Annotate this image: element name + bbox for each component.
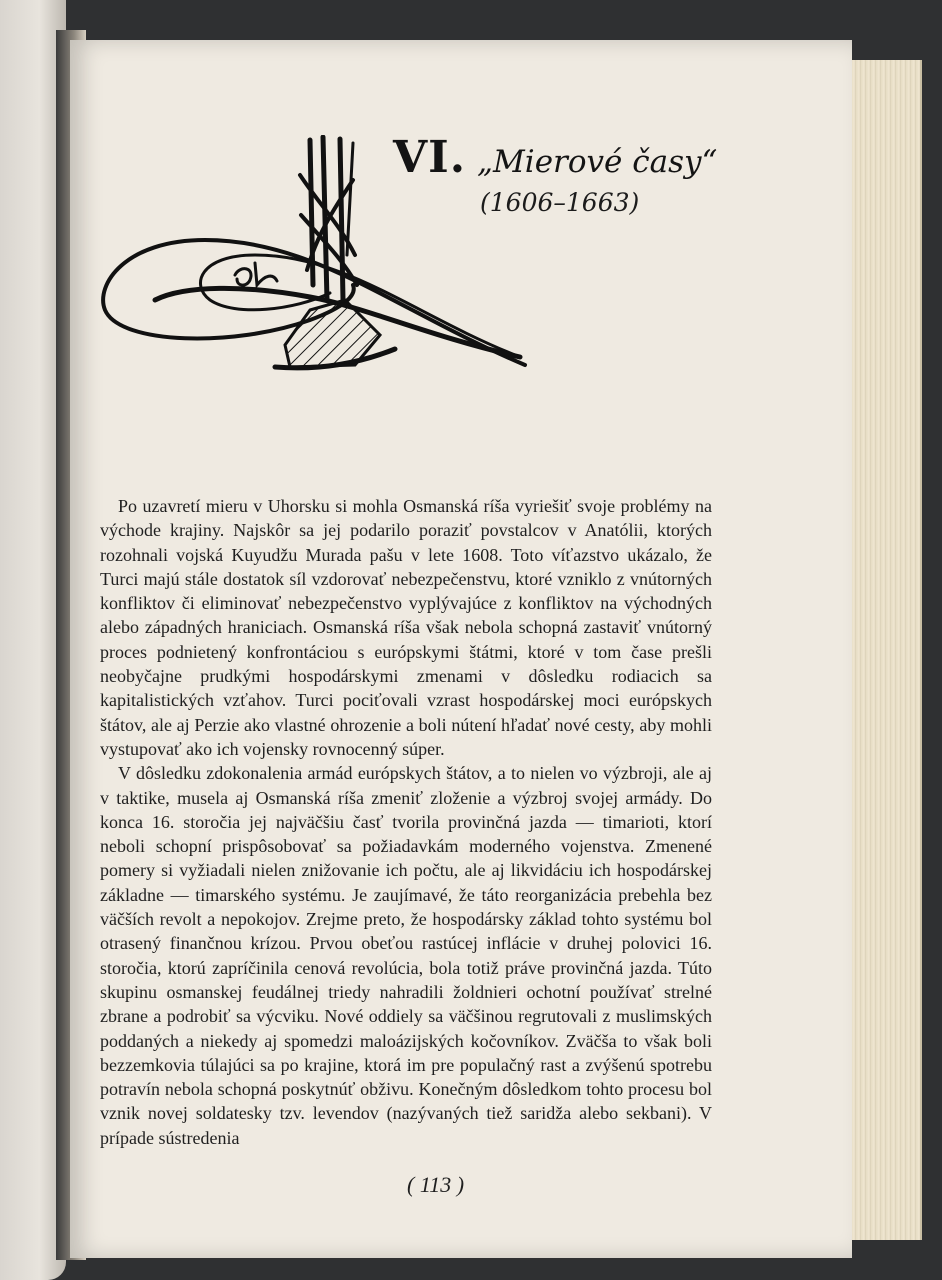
paragraph: V dôsledku zdokonalenia armád európskych štátov, a to nielen vo výzbroji, ale aj v taktike, musela aj Osmanská ríša zmeniť zloženie a výzbroj svojej armády. Do konca 16. storočia jej najväčšiu časť tvorila provinčná jazda — timarioti, ktorí neboli schopní prispôsobovať sa požiadavkám moderného vojenstva. Zmenené pomery si vyžiadali nielen znižovanie ich počtu, ale aj likvidáciu ich hospodárskej základne — timarského systému. Je zaujímavé, že táto reorganizácia prebehla bez väčších revolt a nepokojov. Zrejme preto, že hospodársky základ tohto systému bol otrasený finančnou krízou. Prvou obeťou rastúcej inflácie v druhej polovici 16. storočia, ktorú zapríčinila cenová revolúcia, bola totiž práve provinčná jazda. Túto skupinu osmanskej feudálnej triedy nahradili žoldnieri ochotní používať strelné zbrane a podrobiť sa výcviku. Nové oddiely sa väčšinou regrutovali z muslimských poddaných a niekedy aj spomedzi maloázijských kočovníkov. Zväčša to však boli bezzemkovia túlajúci sa po krajine, ktorá im pre populačný rast a zvýšenú spotrebu potravín nebola schopná poskytnúť obživu. Konečným dôsledkom tohto procesu bol vznik novej soldatesky tzv. levendov (nazývaných tiež saridža alebo sekbani). V prípade sústredenia: [100, 763, 712, 1148]
body-text: [100, 494, 712, 1150]
page-number: ( 113 ): [407, 1172, 465, 1197]
chapter-number: VI.: [393, 132, 467, 183]
chapter-years: (1606–1663): [480, 188, 640, 217]
chapter-title: „Mierové časy“: [477, 144, 718, 180]
paragraph: Po uzavretí mieru v Uhorsku si mohla Osmanská ríša vyriešiť svoje problémy na východe krajiny. Najskôr sa jej podarilo poraziť povstalcov v Anatólii, ktorých rozohnali vojská Kuyudžu Murada pašu v lete 1608. Toto víťazstvo ukázalo, že Turci majú stále dostatok síl vzdorovať nebezpečenstvu, ktoré vzniklo z vnútorných konfliktov či eliminovať nebezpečenstvo vyplývajúce z konfliktov na východných alebo západných hraniciach. Osmanská ríša však nebola schopná zastaviť vnútorný proces podnietený konfrontáciou s európskymi štátmi, ktoré v tom čase prešli neobyčajne prudkými hospodárskymi zmenami v dôsledku rodiacich sa kapitalistických vzťahov. Turci pociťovali vzrast hospodárskej moci európskych štátov, ale aj Perzie ako vlastné ohrozenie a boli nútení hľadať nové cesty, aby mohli vystupovať ako ich vojensky rovnocenný súper.: [100, 496, 712, 759]
tughra-calligraphy-icon: [95, 135, 535, 375]
page-stack-edges: [846, 60, 922, 1240]
